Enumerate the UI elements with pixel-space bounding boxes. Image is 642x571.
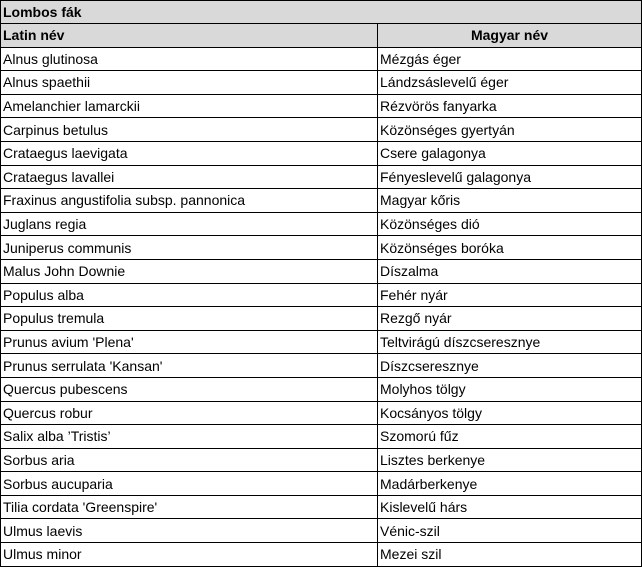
- latin-name-cell[interactable]: Tilia cordata 'Greenspire': [1, 495, 378, 519]
- hungarian-name-cell[interactable]: Díszalma: [378, 259, 642, 283]
- latin-name-cell[interactable]: Juglans regia: [1, 212, 378, 236]
- table-row: [1, 519, 642, 543]
- latin-name-cell[interactable]: Malus John Downie: [1, 259, 378, 283]
- latin-name-cell[interactable]: Populus alba: [1, 283, 378, 307]
- table-row: [1, 472, 642, 496]
- table-row: [1, 307, 642, 331]
- hungarian-name-cell[interactable]: Díszcseresznye: [378, 354, 642, 378]
- table-row: [1, 283, 642, 307]
- latin-name-cell[interactable]: Ulmus laevis: [1, 519, 378, 543]
- table-row: [1, 165, 642, 189]
- table-row: [1, 189, 642, 213]
- table-row: [1, 212, 642, 236]
- latin-name-cell[interactable]: Sorbus aria: [1, 448, 378, 472]
- column-header-row: [1, 24, 642, 48]
- hungarian-name-cell[interactable]: Rézvörös fanyarka: [378, 94, 642, 118]
- table-row: [1, 401, 642, 425]
- latin-name-cell[interactable]: Prunus avium 'Plena': [1, 330, 378, 354]
- hungarian-name-cell[interactable]: Magyar kőris: [378, 189, 642, 213]
- table-row: [1, 377, 642, 401]
- table-title[interactable]: Lombos fák: [1, 1, 642, 24]
- hungarian-name-cell[interactable]: Fehér nyár: [378, 283, 642, 307]
- table-row: [1, 118, 642, 142]
- hungarian-name-cell[interactable]: Rezgő nyár: [378, 307, 642, 331]
- latin-name-cell[interactable]: Prunus serrulata 'Kansan': [1, 354, 378, 378]
- table-row: [1, 354, 642, 378]
- latin-name-cell[interactable]: Quercus pubescens: [1, 377, 378, 401]
- table-row: [1, 425, 642, 449]
- hungarian-name-cell[interactable]: Mézgás éger: [378, 47, 642, 71]
- hungarian-name-cell[interactable]: Lisztes berkenye: [378, 448, 642, 472]
- table-row: [1, 47, 642, 71]
- hungarian-name-cell[interactable]: Fényeslevelű galagonya: [378, 165, 642, 189]
- latin-name-cell[interactable]: Sorbus aucuparia: [1, 472, 378, 496]
- table-row: [1, 94, 642, 118]
- hungarian-name-cell[interactable]: Közönséges gyertyán: [378, 118, 642, 142]
- table-row: [1, 259, 642, 283]
- latin-name-column-header[interactable]: Latin név: [1, 24, 378, 48]
- latin-name-cell[interactable]: Populus tremula: [1, 307, 378, 331]
- hungarian-name-cell[interactable]: Mezei szil: [378, 543, 642, 567]
- hungarian-name-cell[interactable]: Vénic-szil: [378, 519, 642, 543]
- hungarian-name-column-header[interactable]: Magyar név: [378, 24, 642, 48]
- table-title-row: [1, 1, 642, 24]
- latin-name-cell[interactable]: Alnus spaethii: [1, 71, 378, 95]
- hungarian-name-cell[interactable]: Lándzsáslevelű éger: [378, 71, 642, 95]
- hungarian-name-cell[interactable]: Madárberkenye: [378, 472, 642, 496]
- table-body: [1, 47, 642, 566]
- latin-name-cell[interactable]: Fraxinus angustifolia subsp. pannonica: [1, 189, 378, 213]
- table-row: [1, 71, 642, 95]
- hungarian-name-cell[interactable]: Közönséges dió: [378, 212, 642, 236]
- latin-name-cell[interactable]: Carpinus betulus: [1, 118, 378, 142]
- table-row: [1, 495, 642, 519]
- hungarian-name-cell[interactable]: Kocsányos tölgy: [378, 401, 642, 425]
- latin-name-cell[interactable]: Crataegus laevigata: [1, 141, 378, 165]
- table-row: [1, 236, 642, 260]
- hungarian-name-cell[interactable]: Közönséges boróka: [378, 236, 642, 260]
- table-row: [1, 330, 642, 354]
- latin-name-cell[interactable]: Crataegus lavallei: [1, 165, 378, 189]
- latin-name-cell[interactable]: Salix alba ’Tristis’: [1, 425, 378, 449]
- table-row: [1, 448, 642, 472]
- hungarian-name-cell[interactable]: Molyhos tölgy: [378, 377, 642, 401]
- latin-name-cell[interactable]: Amelanchier lamarckii: [1, 94, 378, 118]
- hungarian-name-cell[interactable]: Szomorú fűz: [378, 425, 642, 449]
- latin-name-cell[interactable]: Ulmus minor: [1, 543, 378, 567]
- latin-name-cell[interactable]: Quercus robur: [1, 401, 378, 425]
- latin-name-cell[interactable]: Alnus glutinosa: [1, 47, 378, 71]
- hungarian-name-cell[interactable]: Kislevelű hárs: [378, 495, 642, 519]
- hungarian-name-cell[interactable]: Teltvirágú díszcseresznye: [378, 330, 642, 354]
- table-row: [1, 141, 642, 165]
- table-row: [1, 543, 642, 567]
- hungarian-name-cell[interactable]: Csere galagonya: [378, 141, 642, 165]
- latin-name-cell[interactable]: Juniperus communis: [1, 236, 378, 260]
